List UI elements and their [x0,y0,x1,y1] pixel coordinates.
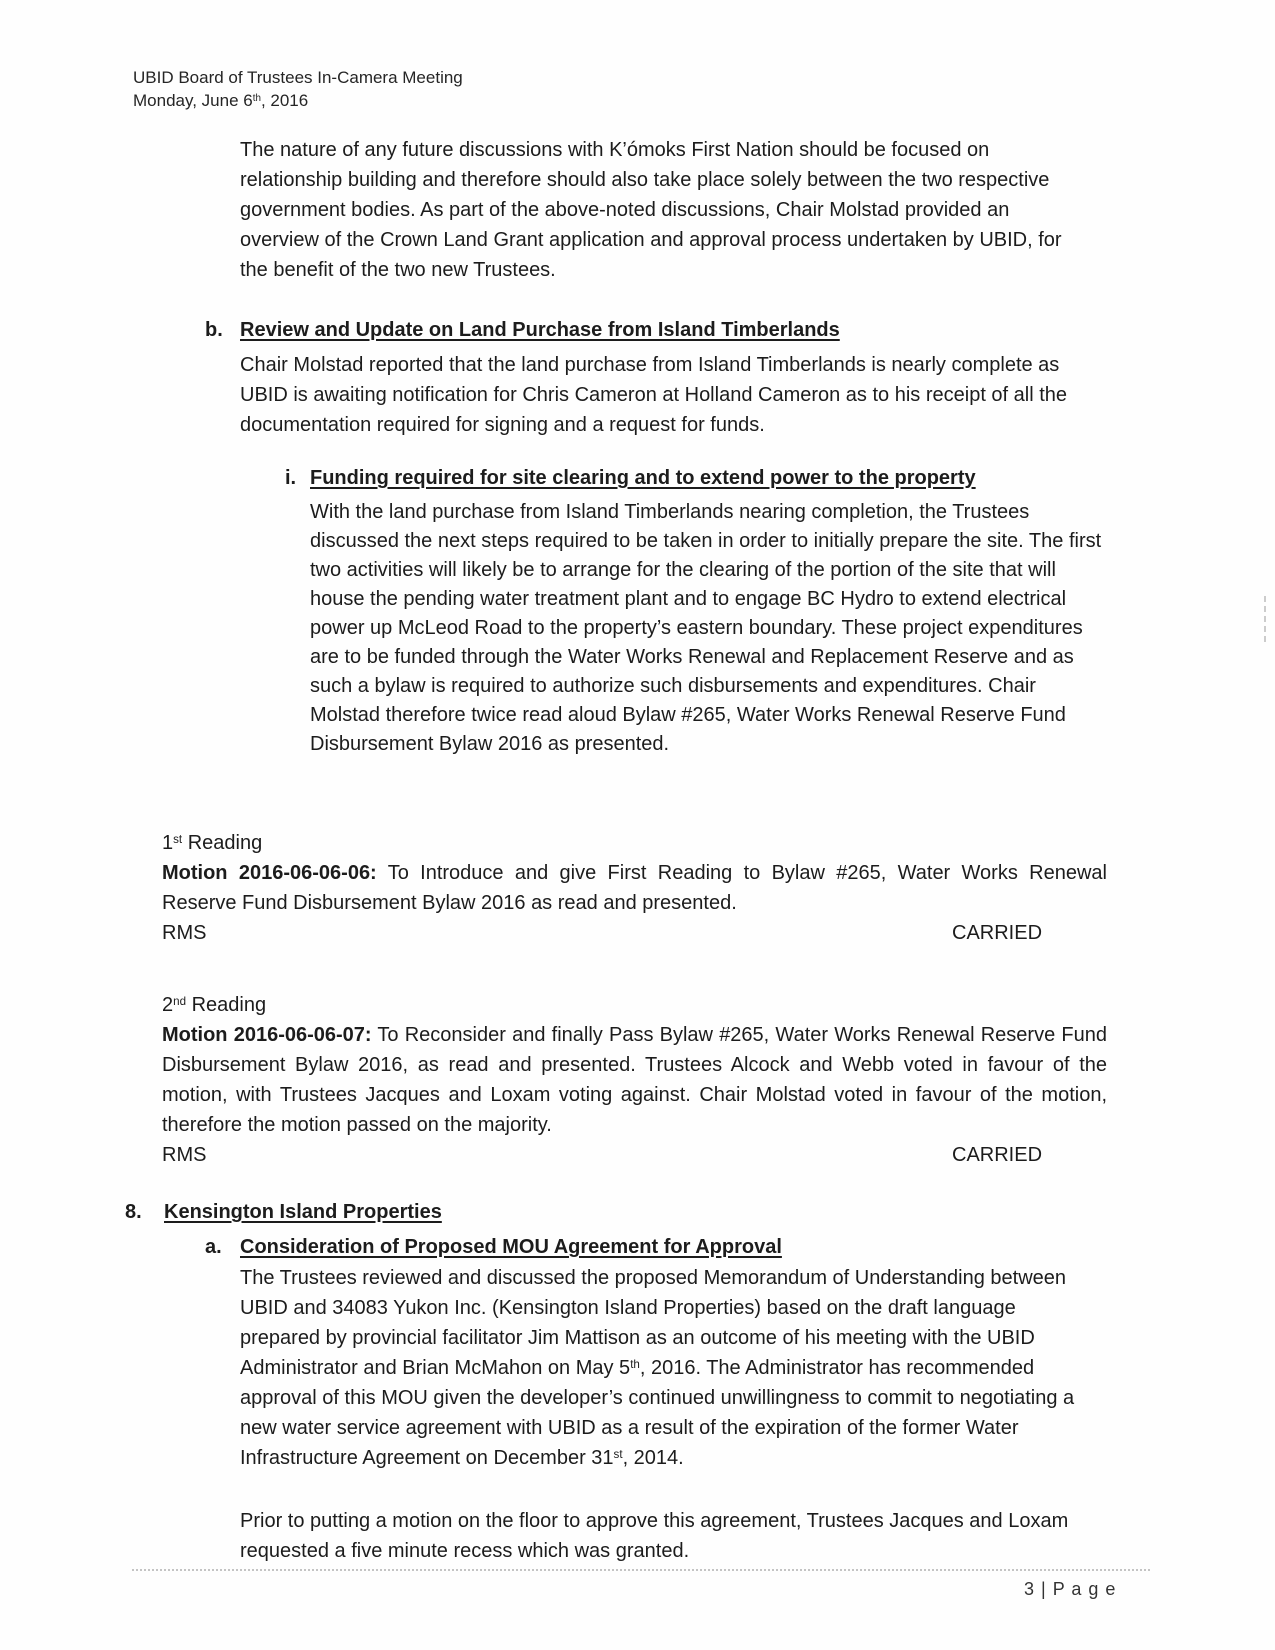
section-b-heading [205,316,840,344]
section-i-paragraph-text: With the land purchase from Island Timberlands nearing completion, the Trustees discussed the next steps required to be taken in order to initially prepare the site. The first two activities will likely be to arrange for the clearing of the portion of the site that will house the pending water treatment plant and to engage BC Hydro to extend electrical power up McLeod Road to the property’s eastern boundary. These project expenditures are to be funded through the Water Works Renewal and Replacement Reserve and as such a bylaw is required to authorize such disbursements and expenditures. Chair Molstad therefore twice read aloud Bylaw #265, Water Works Renewal Reserve Fund Disbursement Bylaw 2016 as presented. [310,501,1102,755]
first-reading-motion: Motion 2016-06-06-06: To Introduce and give First Reading to Bylaw #265, Water Works Renewal Reserve Fund Disbursement Bylaw 2016 as read and presented. [162,862,1107,914]
second-reading-vote-row [162,1140,1107,1170]
first-reading-label: 1st Reading [162,832,263,854]
second-reading-motion: Motion 2016-06-06-07: To Reconsider and finally Pass Bylaw #265, Water Works Renewal Reserve Fund Disbursement Bylaw 2016, as read and presented. Trustees Alcock and Webb voted in favour of the motion, with Trustees Jacques and Loxam voting against. Chair Molstad voted in favour of the motion, therefore the motion passed on the majority. [162,1024,1107,1136]
section-8-title: Kensington Island Properties [164,1201,442,1223]
meeting-date-line: Monday, June 6th, 2016 [133,91,309,110]
section-i-paragraph [310,498,1110,759]
first-reading-block [162,828,1107,948]
section-i-title: Funding required for site clearing and to extend power to the property [310,467,976,489]
section-b-paragraph [240,350,1085,440]
section-8a-title: Consideration of Proposed MOU Agreement for Approval [240,1236,782,1258]
section-8a-marker: a. [205,1236,222,1258]
first-reading-mover: RMS [162,922,207,944]
section-i-marker: i. [285,467,297,489]
section-8-heading [125,1198,442,1226]
first-reading-result: CARRIED [952,922,1043,944]
section-8a-heading [205,1233,782,1261]
intro-paragraph-text: The nature of any future discussions with K’ómoks First Nation should be focused on relationship building and therefore should also take place solely between the two respective government bodies. As part of the above-noted discussions, Chair Molstad provided an overview of the Crown Land Grant application and approval process undertaken by UBID, for the benefit of the two new Trustees. [240,139,1062,281]
second-reading-result: CARRIED [952,1144,1043,1166]
section-8-marker: 8. [125,1201,142,1223]
second-reading-block [162,990,1107,1170]
second-reading-mover: RMS [162,1144,207,1166]
page-footer [1024,1579,1116,1600]
scan-artifact-dotted-line [132,1569,1150,1571]
scan-artifact-vertical-mark [1264,596,1268,642]
second-reading-label: 2nd Reading [162,994,267,1016]
document-header [133,66,463,112]
intro-paragraph [240,135,1072,285]
section-i-heading [285,464,976,492]
section-8a-paragraph [240,1263,1085,1473]
recess-paragraph [240,1506,1085,1566]
section-8a-paragraph-text: The Trustees reviewed and discussed the proposed Memorandum of Understanding between UBID and 34083 Yukon Inc. (Kensington Island Properties) based on the draft language prepared by provincial facilitator Jim Mattison as an outcome of his meeting with the UBID Administrator and Brian McMahon on May 5th, 2016. The Administrator has recommended approval of this MOU given the developer’s continued unwillingness to commit to negotiating a new water service agreement with UBID as a result of the expiration of the former Water Infrastructure Agreement on December 31st, 2014. [240,1267,1075,1469]
meeting-title-line: UBID Board of Trustees In-Camera Meeting [133,68,463,87]
section-b-marker: b. [205,319,223,341]
first-reading-vote-row [162,918,1107,948]
page-number-label: 3 | P a g e [1024,1579,1117,1599]
section-b-paragraph-text: Chair Molstad reported that the land purchase from Island Timberlands is nearly complete as UBID is awaiting notification for Chris Cameron at Holland Cameron as to his receipt of all the documentation required for signing and a request for funds. [240,354,1068,436]
recess-paragraph-text: Prior to putting a motion on the floor to approve this agreement, Trustees Jacques and Loxam requested a five minute recess which was granted. [240,1510,1069,1562]
section-b-title: Review and Update on Land Purchase from Island Timberlands [240,319,840,341]
